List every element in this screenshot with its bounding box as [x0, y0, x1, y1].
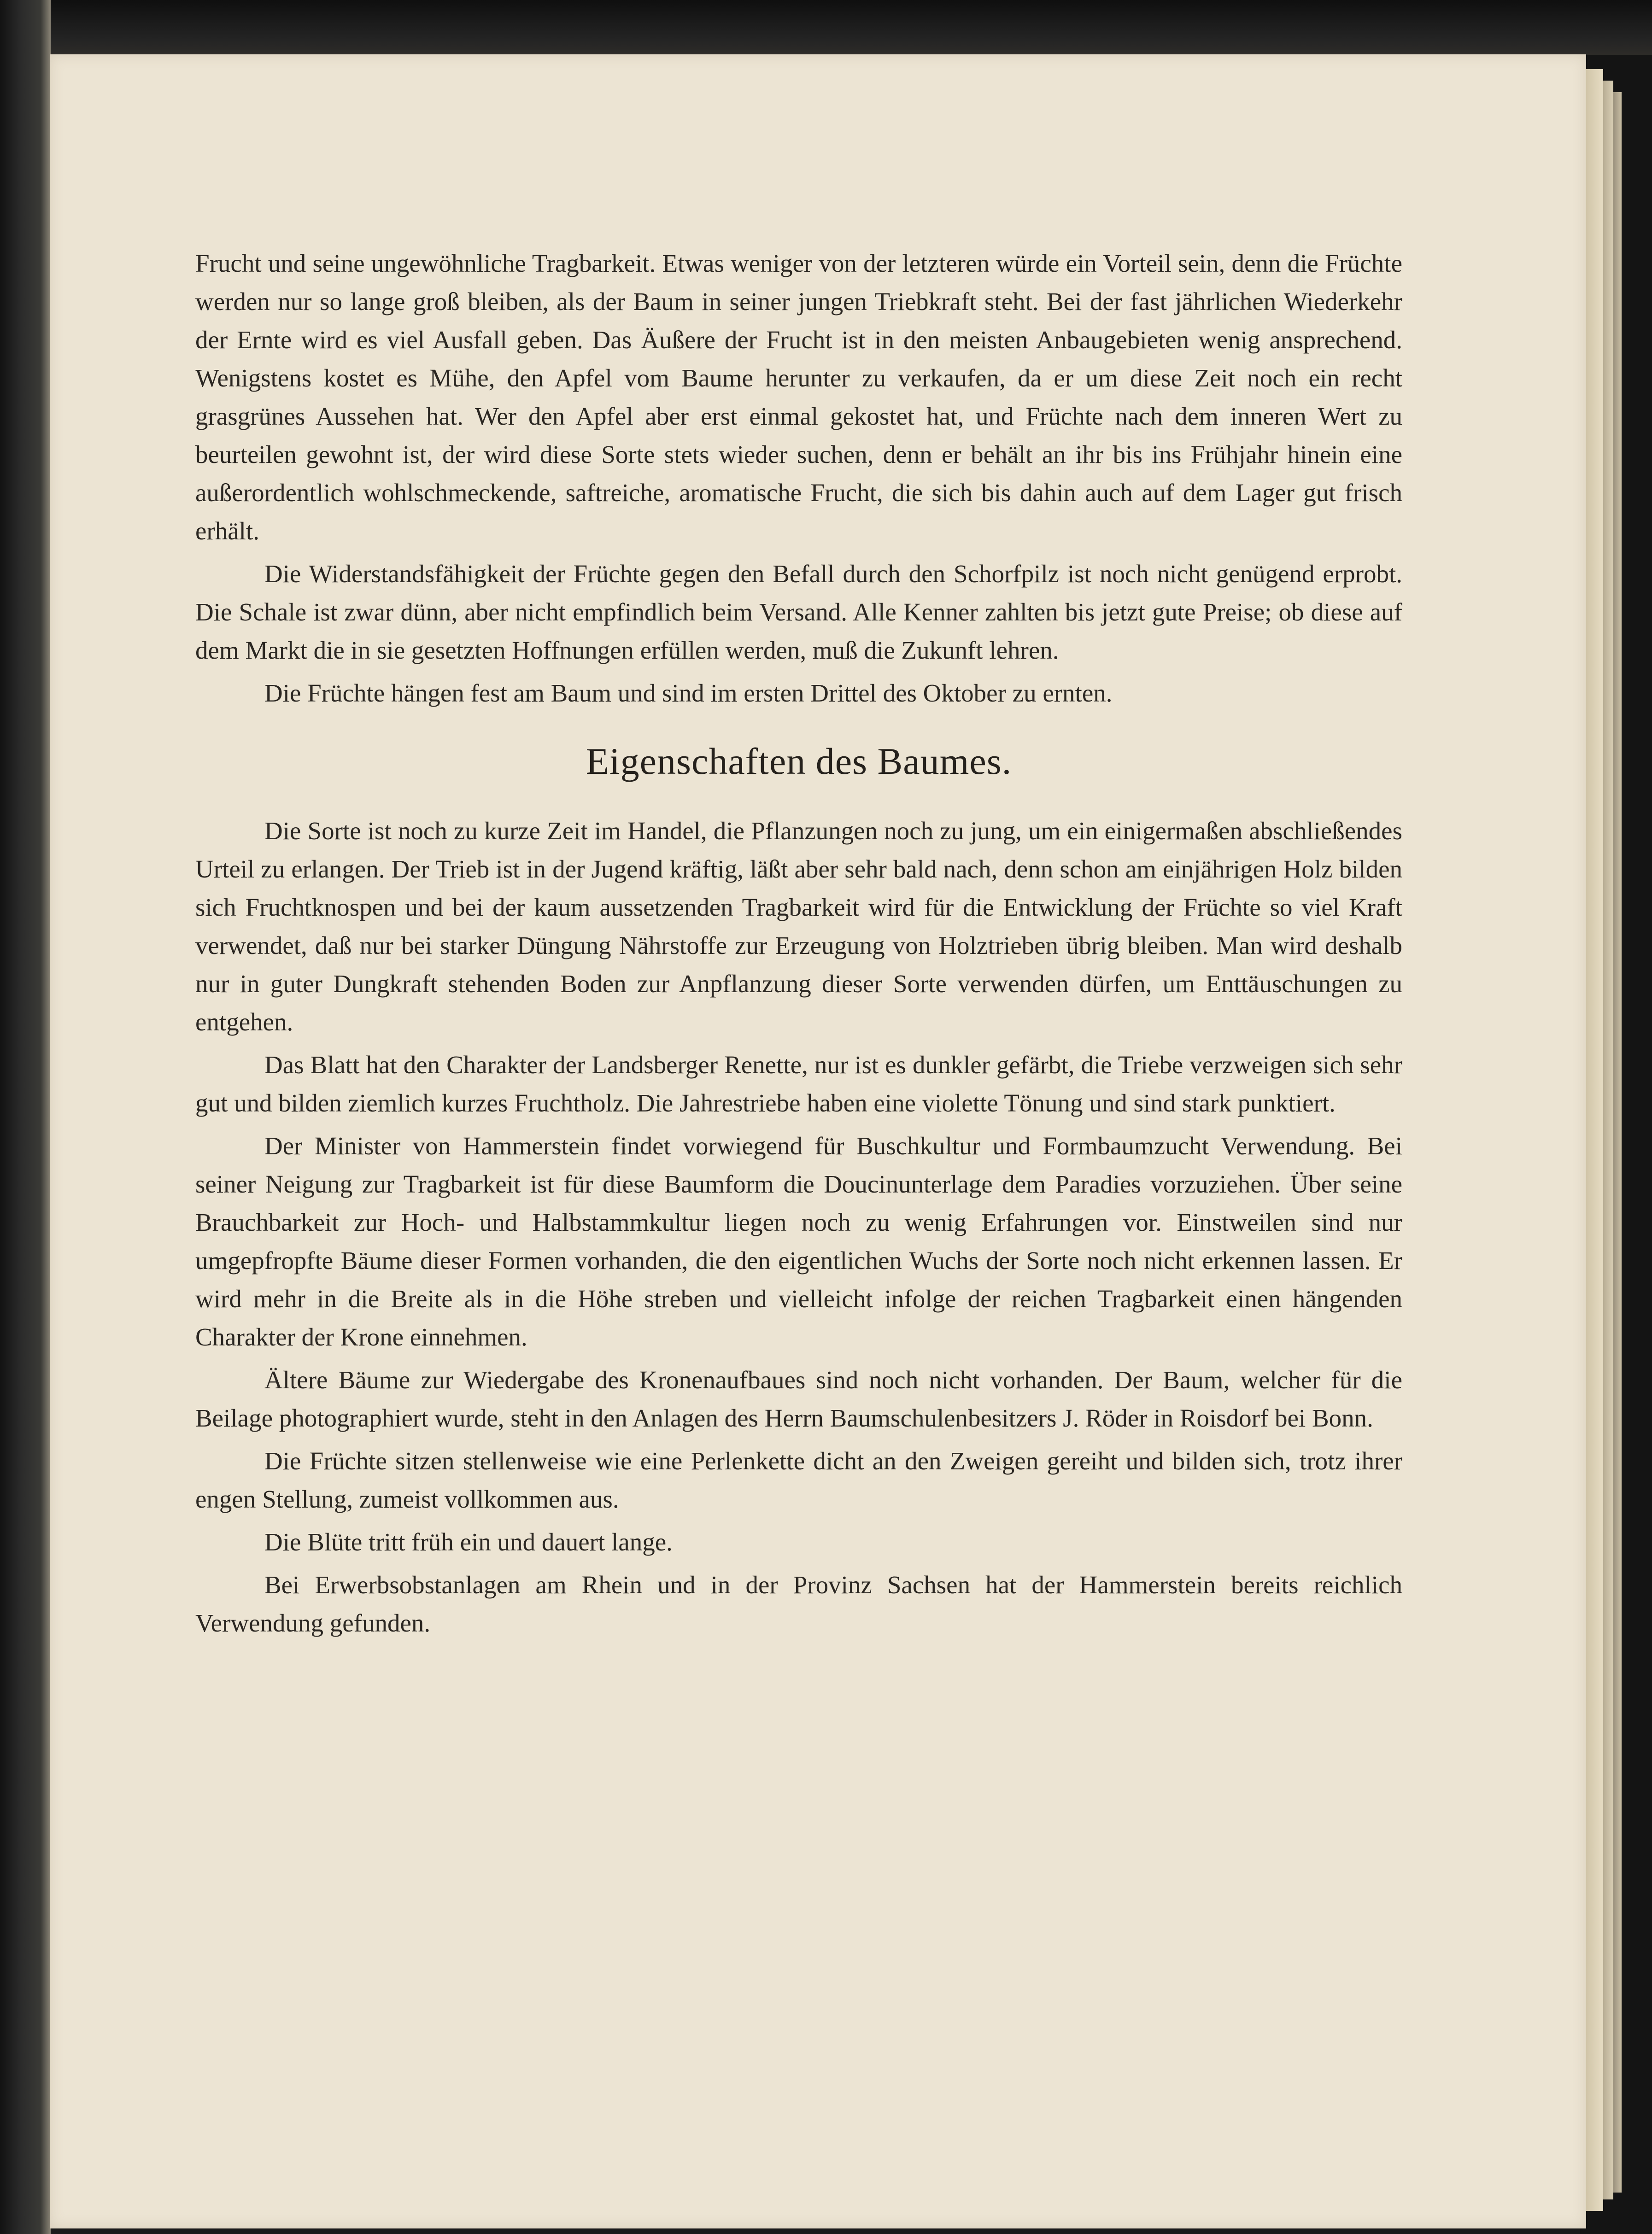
paragraph-cultivation: Der Minister von Hammerstein findet vorwiegend für Buschkultur und Formbaumzucht Verwendung. Bei seiner Neigung zur Tragbarkeit ist für diese Baumform die Doucinunterlage dem Paradies vorzuziehen. Über seine Brauchbarkeit zur Hoch- und Halbstammkultur liegen noch zu wenig Erfahrungen vor. Einstweilen sind nur umgepfropfte Bäume dieser Formen vorhanden, die den eigentlichen Wuchs der Sorte noch nicht erkennen lassen. Er wird mehr in die Breite als in die Höhe streben und vielleicht infolge der reichen Tragbarkeit einen hängenden Charakter der Krone einnehmen. — [195, 1132, 1402, 1351]
book-page — [50, 54, 1586, 2228]
paragraph-harvest-time: Die Früchte hängen fest am Baum und sind im ersten Drittel des Oktober zu ernten. — [264, 679, 1113, 707]
page-text — [195, 244, 1402, 1647]
scan-top-background — [0, 0, 1652, 58]
page-edge — [1585, 69, 1603, 2211]
section-heading: Eigenschaften des Baumes. — [586, 740, 1012, 782]
paragraph-commercial-use: Bei Erwerbsobstanlagen am Rhein und in der Provinz Sachsen hat der Hammerstein bereits reichlich Verwendung gefunden. — [195, 1571, 1402, 1637]
paragraph-blossom: Die Blüte tritt früh ein und dauert lange. — [264, 1528, 673, 1556]
book-binding-edge — [0, 0, 51, 2234]
paragraph-fruit-description: Frucht und seine ungewöhnliche Tragbarkeit. Etwas weniger von der letzteren würde ein Vorteil sein, denn die Früchte werden nur so lange groß bleiben, als der Baum in seiner jungen Triebkraft steht. Bei der fast jährlichen Wiederkehr der Ernte wird es viel Ausfall geben. Das Äußere der Frucht ist in den meisten Anbaugebieten wenig ansprechend. Wenigstens kostet es Mühe, den Apfel vom Baume herunter zu verkaufen, da er um diese Zeit noch ein recht grasgrünes Aussehen hat. Wer den Apfel aber erst einmal gekostet hat, und Früchte nach dem inneren Wert zu beurteilen gewohnt ist, der wird diese Sorte stets wieder suchen, denn er behält an ihr bis ins Frühjahr hinein eine außerordentlich wohlschmeckende, saftreiche, aromatische Frucht, die sich bis dahin auch auf dem Lager gut frisch erhält. — [195, 249, 1402, 545]
page-edge — [1613, 92, 1622, 2193]
paragraph-growth: Die Sorte ist noch zu kurze Zeit im Handel, die Pflanzungen noch zu jung, um ein einigermaßen abschließendes Urteil zu erlangen. Der Trieb ist in der Jugend kräftig, läßt aber sehr bald nach, denn schon am einjährigen Holz bilden sich Fruchtknospen und bei der kaum aussetzenden Tragbarkeit wird für die Entwicklung der Früchte so viel Kraft verwendet, daß nur bei starker Düngung Nährstoffe zur Erzeugung von Holztrieben übrig bleiben. Man wird deshalb nur in guter Dungkraft stehenden Boden zur Anpflanzung dieser Sorte verwenden dürfen, um Enttäuschungen zu entgehen. — [195, 817, 1402, 1036]
paragraph-older-trees: Ältere Bäume zur Wiedergabe des Kronenaufbaues sind noch nicht vorhanden. Der Baum, welcher für die Beilage photographiert wurde, steht in den Anlagen des Herrn Baumschulenbesitzers J. Röder in Roisdorf bei Bonn. — [195, 1366, 1402, 1432]
paragraph-scab-resistance: Die Widerstandsfähigkeit der Früchte gegen den Befall durch den Schorfpilz ist noch nicht genügend erprobt. Die Schale ist zwar dünn, aber nicht empfindlich beim Versand. Alle Kenner zahlten bis jetzt gute Preise; ob diese auf dem Markt die in sie gesetzten Hoffnungen erfüllen werden, muß die Zukunft lehren. — [195, 560, 1402, 664]
paragraph-leaf: Das Blatt hat den Charakter der Landsberger Renette, nur ist es dunkler gefärbt, die Triebe verzweigen sich sehr gut und bilden ziemlich kurzes Fruchtholz. Die Jahrestriebe haben eine violette Tönung und sind stark punktiert. — [195, 1051, 1402, 1117]
page-edge — [1603, 81, 1613, 2199]
paragraph-fruit-setting: Die Früchte sitzen stellenweise wie eine Perlenkette dicht an den Zweigen gereiht und bilden sich, trotz ihrer engen Stellung, zumeist vollkommen aus. — [195, 1447, 1402, 1513]
